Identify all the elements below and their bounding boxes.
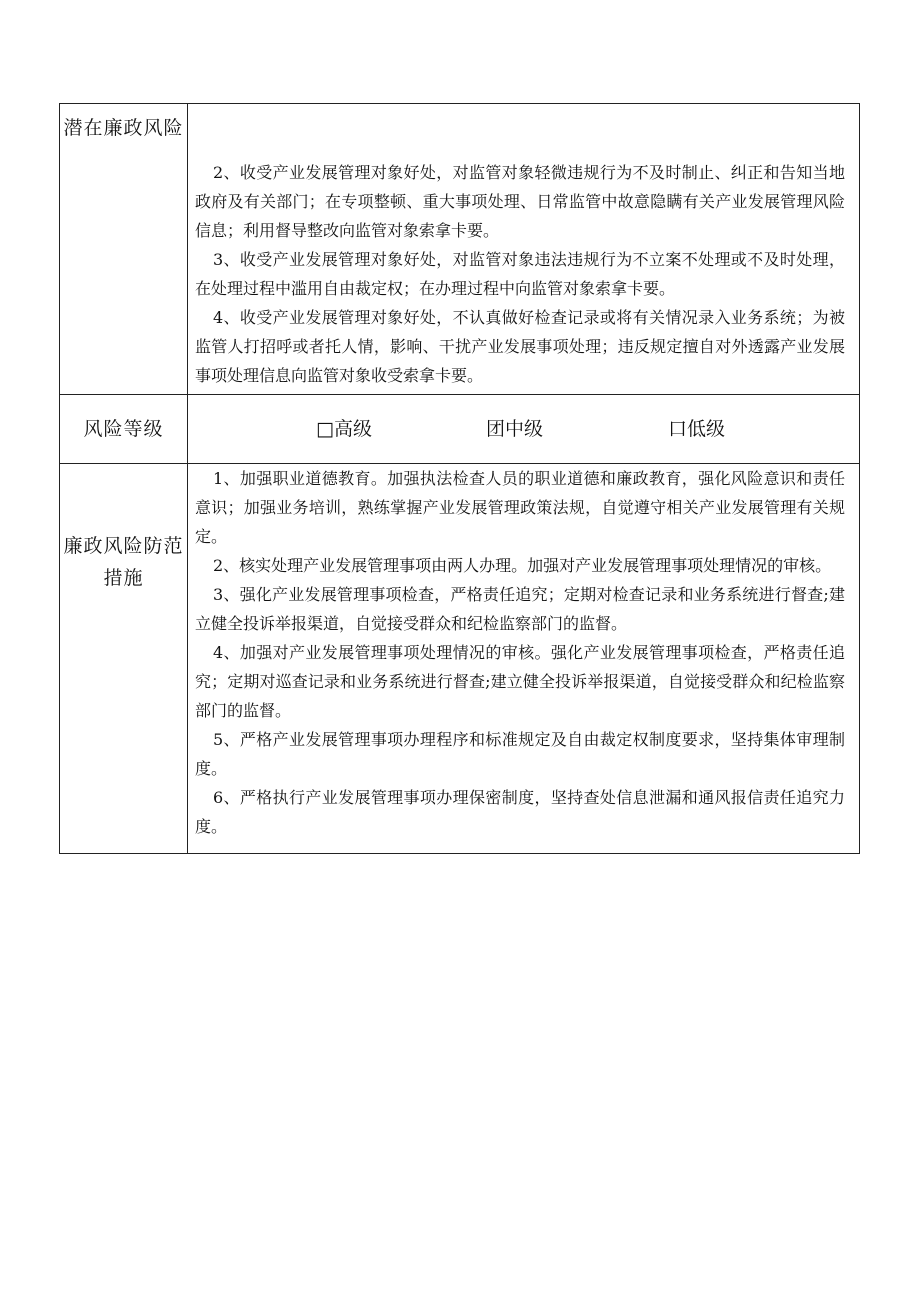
risk-item-2: 2、收受产业发展管理对象好处，对监管对象轻微违规行为不及时制止、纠正和告知当地政府及有关部门；在专项整顿、重大事项处理、日常监管中故意隐瞒有关产业发展管理风险信息；利用督导整改向监管对象索拿卡要。 <box>195 163 845 240</box>
measures-row <box>60 464 860 854</box>
measures-label: 廉政风险防范措施 <box>60 464 188 854</box>
measure-item-5: 5、严格产业发展管理事项办理程序和标准规定及自由裁定权制度要求，坚持集体审理制度。 <box>195 730 845 778</box>
level-options <box>188 395 860 464</box>
measure-item-1: 1、加强职业道德教育。加强执法检查人员的职业道德和廉政教育，强化风险意识和责任意识；加强业务培训，熟练掌握产业发展管理政策法规，自觉遵守相关产业发展管理有关规定。 <box>195 469 845 546</box>
risk-table <box>59 103 860 854</box>
risk-row <box>60 104 860 395</box>
level-row <box>60 395 860 464</box>
level-mid-checkbox: 团中级 <box>486 418 544 440</box>
measure-item-6: 6、严格执行产业发展管理事项办理保密制度，坚持查处信息泄漏和通风报信责任追究力度。 <box>195 788 845 836</box>
risk-item-4: 4、收受产业发展管理对象好处，不认真做好检查记录或将有关情况录入业务系统；为被监管人打招呼或者托人情，影响、干扰产业发展事项处理；违反规定擅自对外透露产业发展事项处理信息向监管对象收受索拿卡要。 <box>195 308 845 385</box>
measures-content <box>188 464 860 854</box>
level-high-checkbox: □高级 <box>316 418 372 440</box>
level-label: 风险等级 <box>60 395 188 464</box>
measure-item-4: 4、加强对产业发展管理事项处理情况的审核。强化产业发展管理事项检查，严格责任追究；定期对巡查记录和业务系统进行督查;建立健全投诉举报渠道，自觉接受群众和纪检监察部门的监督。 <box>195 643 845 720</box>
measure-item-2: 2、核实处理产业发展管理事项由两人办理。加强对产业发展管理事项处理情况的审核。 <box>213 556 832 575</box>
level-low-checkbox: 口低级 <box>668 418 726 440</box>
risk-item-3: 3、收受产业发展管理对象好处，对监管对象违法违规行为不立案不处理或不及时处理，在处理过程中滥用自由裁定权；在办理过程中向监管对象索拿卡要。 <box>195 250 845 298</box>
risk-content <box>188 104 860 395</box>
measure-item-3: 3、强化产业发展管理事项检查，严格责任追究；定期对检查记录和业务系统进行督查;建立健全投诉举报渠道，自觉接受群众和纪检监察部门的监督。 <box>195 585 845 633</box>
risk-label: 潜在廉政风险 <box>60 104 188 395</box>
